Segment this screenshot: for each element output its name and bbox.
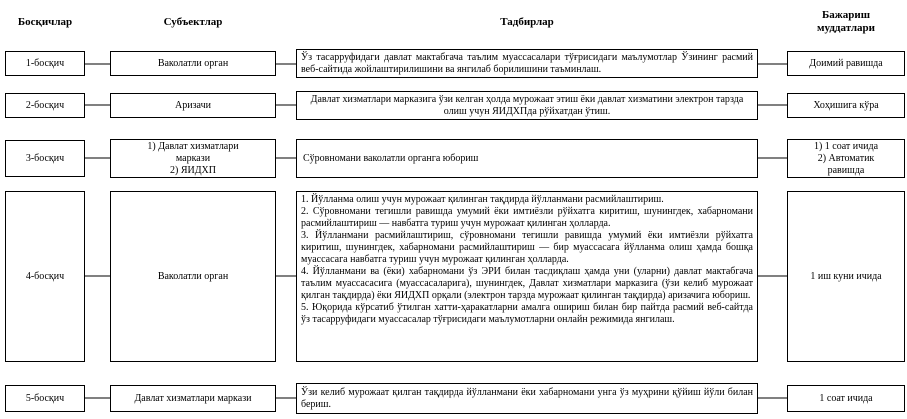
stage-2-box: [5, 93, 85, 118]
action-2-box: [296, 91, 758, 120]
action-5-text: Ўзи келиб мурожаат қилган тақдирда йўлланмани ёки хабарномани унга ўз муҳрини қўйиш йўли билан бериш.: [301, 386, 753, 410]
action-4-item-1: 1. Йўлланма олиш учун мурожаат қилинган тақдирда йўлланмани расмийлаштириш.: [301, 194, 664, 205]
action-4-item-3: 3. Йўлланмани расмийлаштириш, сўровномани тегишли равишда умумий ёки имтиёзли рўйхатга киритиш, шунингдек, хабарномани расмийлаштириш — бир муассасага йўлланма олиш ҳамда бошқа муассасага навбатга туриш учун мурожаат қилинган ҳолларда.: [301, 230, 753, 265]
deadline-3-label: 1) 1 соат ичида 2) Автоматик равишда: [813, 140, 879, 176]
stage-4-label: 4-босқич: [25, 270, 65, 282]
action-4-box: [296, 191, 758, 362]
deadline-2-label: Хоҳишига кўра: [813, 99, 879, 111]
action-2-text: Давлат хизматлари марказига ўзи келган ҳолда мурожаат этиш ёки давлат хизматини электрон тарзда олиш учун ЯИДХПда рўйхатдан ўтиш.: [310, 93, 744, 117]
deadline-5-label: 1 соат ичида: [819, 392, 873, 404]
action-3-box: [296, 139, 758, 178]
subject-2-box: [110, 93, 276, 118]
subject-1-label: Ваколатли орган: [157, 57, 229, 69]
action-4-item-2: 2. Сўровномани тегишли равишда умумий ёки имтиёзли рўйхатга киритиш, шунингдек, хабарномани расмийлаштириш — навбатга туриш учун мурожаат қилинган ҳолларда.: [301, 206, 753, 229]
deadline-4-box: [787, 191, 905, 362]
action-1-text: Ўз тасарруфидаги давлат мактабгача таълим муассасалари тўғрисидаги маълумотлар Ўзининг расмий веб-сайтида жойлаштирилишини ва янгилаб борилишини таъминлаш.: [301, 51, 753, 75]
stage-1-box: [5, 51, 85, 76]
action-4-text: [301, 194, 753, 326]
action-3-text: Сўровномани ваколатли органга юбориш: [303, 152, 479, 164]
stage-3-box: [5, 140, 85, 177]
deadline-4-label: 1 иш куни ичида: [810, 270, 882, 282]
deadline-1-label: Доимий равишда: [809, 57, 883, 69]
subject-5-label: Давлат хизматлари маркази: [134, 392, 252, 404]
subject-5-box: [110, 385, 276, 412]
deadline-2-box: [787, 93, 905, 118]
action-4-item-4: 4. Йўлланмани ва (ёки) хабарномани ўз ЭРИ билан тасдиқлаш ҳамда уни (уларни) давлат мактабгача таълим муассасасига (муассасаларига), шунингдек, Давлат хизматлари марказига (ўзи келиб мурожаат қилган тақдирда) ёки ЯИДХП орқали (электрон тарзда мурожаат қилинган тақдирда) аризачига юбориш.: [301, 266, 753, 301]
subject-4-label: Ваколатли орган: [157, 270, 229, 282]
action-1-box: [296, 49, 758, 78]
subject-4-box: [110, 191, 276, 362]
action-5-box: [296, 383, 758, 414]
stage-1-label: 1-босқич: [25, 57, 65, 69]
deadline-3-box: [787, 139, 905, 178]
stage-4-box: [5, 191, 85, 362]
deadline-1-box: [787, 51, 905, 76]
stage-3-label: 3-босқич: [25, 152, 65, 164]
header-deadlines: [787, 9, 905, 35]
subject-3-label: 1) Давлат хизматлари маркази 2) ЯИДХП: [147, 140, 239, 176]
header-deadlines-line1: Бажариш: [822, 9, 870, 21]
action-4-item-5: 5. Юқорида кўрсатиб ўтилган хатти-ҳаракатларни амалга ошириш билан бир пайтда расмий веб-сайтда ўз тасарруфидаги муассасалар тўғрисидаги маълумотларни онлайн режимида янгилаш.: [301, 302, 753, 325]
stage-2-label: 2-босқич: [25, 99, 65, 111]
stage-5-box: [5, 385, 85, 412]
stage-5-label: 5-босқич: [25, 392, 65, 404]
subject-2-label: Аризачи: [175, 99, 211, 111]
header-subjects: Субъектлар: [163, 16, 223, 28]
subject-3-box: [110, 139, 276, 178]
deadline-5-box: [787, 385, 905, 412]
header-deadlines-line2: муддатлари: [817, 22, 875, 34]
subject-1-box: [110, 51, 276, 76]
header-stages: Босқичлар: [17, 16, 73, 28]
header-actions: Тадбирлар: [500, 16, 554, 28]
